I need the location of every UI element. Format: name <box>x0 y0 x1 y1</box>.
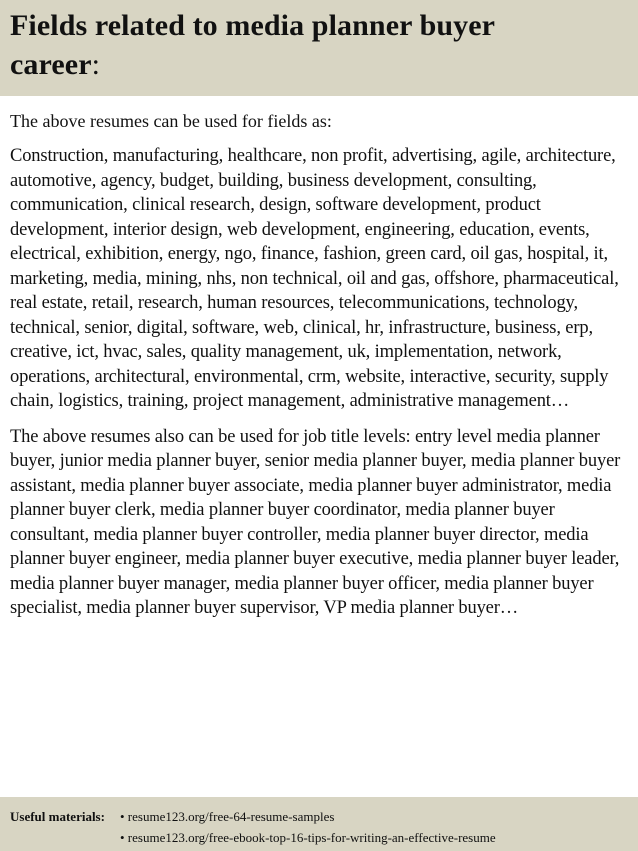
footer-row-2 <box>10 827 628 848</box>
footer-link-resume-samples[interactable]: • resume123.org/free-64-resume-samples <box>120 809 335 824</box>
footer-link-ebook-tips[interactable]: • resume123.org/free-ebook-top-16-tips-for-writing-an-effective-resume <box>120 830 496 845</box>
footer-label-spacer <box>10 827 120 848</box>
page-title-line2: career <box>10 48 92 81</box>
page-title-line1: Fields related to media planner buyer <box>10 9 496 42</box>
page-title-colon: : <box>91 48 101 81</box>
page-title <box>10 6 628 84</box>
header-band <box>0 0 638 96</box>
useful-materials-label-text: Useful materials <box>10 809 101 824</box>
footer-row-1 <box>10 806 628 827</box>
useful-materials-label <box>10 806 120 827</box>
useful-materials-label-colon: : <box>100 809 105 824</box>
job-levels-paragraph: The above resumes also can be used for job title levels: entry level media planner buyer, junior media planner buyer, senior media planner buyer, media planner buyer assistant, media planner buyer associate, media planner buyer administrator, media planner buyer clerk, media planner buyer coordinator, media planner buyer consultant, media planner buyer controller, media planner buyer director, media planner buyer engineer, media planner buyer executive, media planner buyer leader, media planner buyer manager, media planner buyer officer, media planner buyer specialist, media planner buyer supervisor, VP media planner buyer… <box>10 426 621 618</box>
footer-band <box>0 797 638 851</box>
fields-intro: The above resumes can be used for fields as: <box>10 111 332 131</box>
main-content <box>10 110 632 632</box>
fields-list-paragraph: Construction, manufacturing, healthcare, non profit, advertising, agile, architecture, automotive, agency, budget, building, business development, consulting, communication, clinical research, design, software development, product development, interior design, web development, engineering, education, events, electrical, exhibition, energy, ngo, finance, fashion, green card, oil gas, hospital, it, marketing, media, mining, nhs, non technical, oil and gas, offshore, pharmaceutical, real estate, retail, research, human resources, telecommunications, technology, technical, senior, digital, software, web, clinical, hr, infrastructure, business, erp, creative, ict, hvac, sales, quality management, uk, implementation, network, operations, architectural, environmental, crm, website, interactive, security, supply chain, logistics, training, project management, administrative management… <box>10 146 619 411</box>
